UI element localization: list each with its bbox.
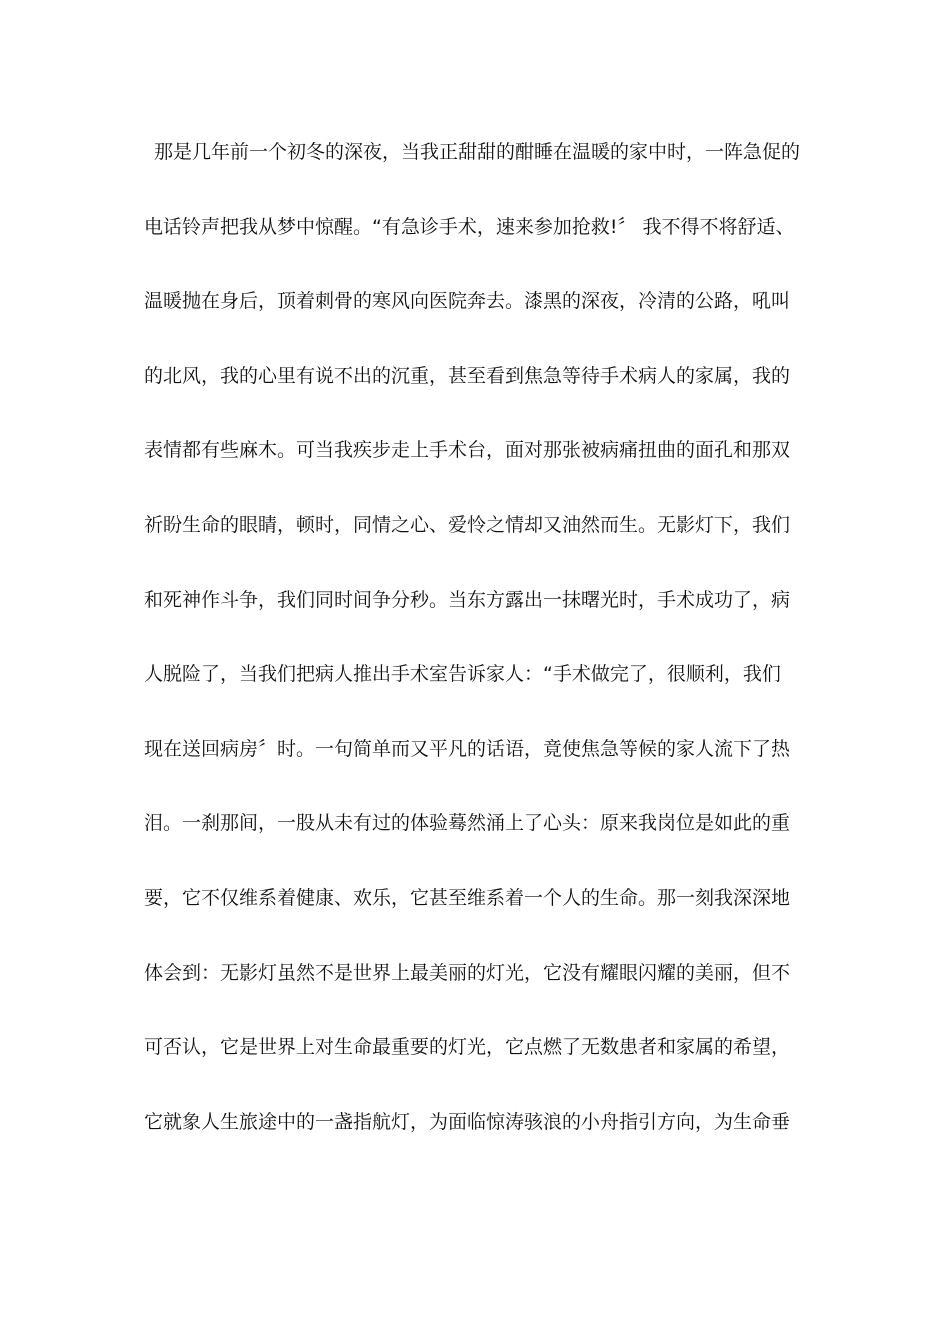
text-line: 要，它不仅维系着健康、欢乐，它甚至维系着一个人的生命。那一刻我深深地: [144, 886, 791, 909]
body-text: [144, 132, 824, 1176]
text-line: 它就象人生旅途中的一盏指航灯，为面临惊涛骇浪的小舟指引方向，为生命垂: [144, 1110, 791, 1133]
text-line: 现在送回病房〞时。一句简单而又平凡的话语，竟使焦急等候的家人流下了热: [144, 737, 791, 760]
text-line: 泪。一刹那间，一股从未有过的体验蓦然涌上了心头：原来我岗位是如此的重: [144, 812, 791, 835]
text-line: 人脱险了，当我们把病人推出手术室告诉家人：“手术做完了，很顺利，我们: [144, 663, 781, 686]
text-line: 可否认，它是世界上对生命最重要的灯光，它点燃了无数患者和家属的希望，: [144, 1036, 791, 1059]
text-line: 的北风，我的心里有说不出的沉重，甚至看到焦急等待手术病人的家属，我的: [144, 364, 791, 387]
text-line: 祈盼生命的眼睛，顿时，同情之心、爱怜之情却又油然而生。无影灯下，我们: [144, 513, 791, 536]
text-line: 温暖抛在身后，顶着刺骨的寒风向医院奔去。漆黑的深夜，冷清的公路，吼叫: [144, 290, 791, 313]
text-line: 电话铃声把我从梦中惊醒。“有急诊手术，速来参加抢救!〞 我不得不将舒适、: [144, 215, 795, 238]
text-line: 表情都有些麻木。可当我疾步走上手术台，面对那张被病痛扭曲的面孔和那双: [144, 439, 791, 462]
text-line: 那是几年前一个初冬的深夜，当我正甜甜的酣睡在温暖的家中时，一阵急促的: [154, 141, 801, 163]
text-line: 体会到：无影灯虽然不是世界上最美丽的灯光，它没有耀眼闪耀的美丽，但不: [144, 961, 791, 984]
text-line: 和死神作斗争，我们同时间争分秒。当东方露出一抹曙光时，手术成功了，病: [144, 588, 791, 611]
